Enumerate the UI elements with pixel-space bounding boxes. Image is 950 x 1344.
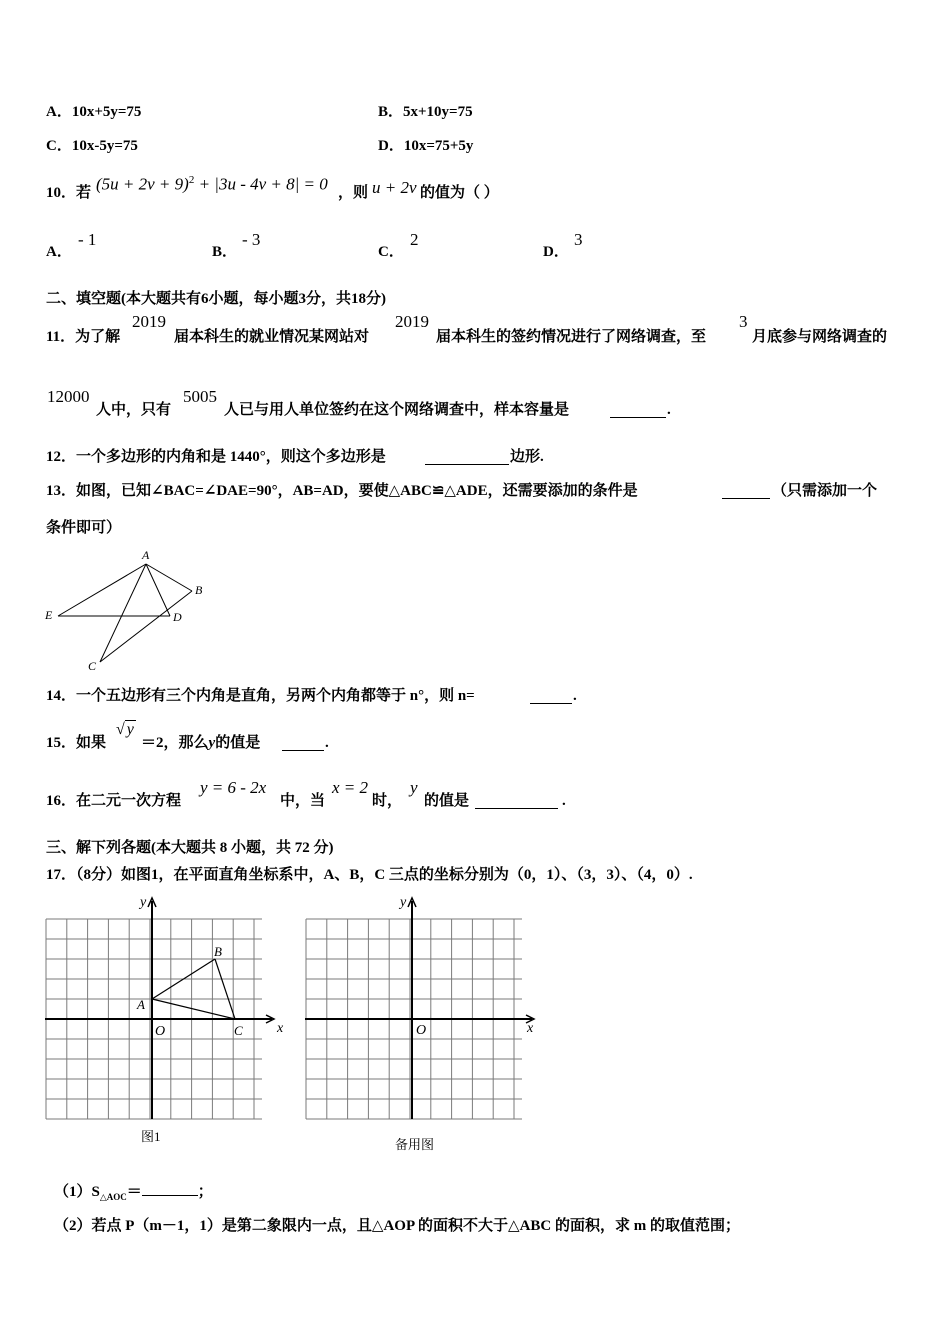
q13-label-e: E (45, 608, 53, 622)
q11-answer-blank[interactable] (610, 403, 666, 418)
q13-text-line2: 条件即可） (46, 520, 122, 536)
q11-number-total: 12000 (47, 387, 90, 406)
q10-target-expr: u + 2v (372, 178, 417, 197)
q11-end: . (667, 402, 671, 418)
q13-label-c: C (88, 659, 97, 673)
q16-mid: 中，当 (280, 793, 326, 809)
q14-end: . (573, 688, 577, 704)
q11-text-6: 人已与用人单位签约在这个网络调查中，样本容量是 (224, 402, 570, 418)
q10-mid-text: ，则 (338, 185, 369, 201)
q10-option-d-value: 3 (574, 230, 583, 249)
fig2-caption: 备用图 (395, 1137, 435, 1152)
q17-part-1-blank[interactable] (142, 1181, 198, 1196)
q10-number: 10．若 (46, 185, 92, 201)
q12-text: 12．一个多边形的内角和是 1440°，则这个多边形是 (46, 449, 386, 465)
fig1-y-label: y (140, 895, 147, 910)
q15-radicand: y (126, 721, 134, 738)
q13-label-d: D (173, 610, 182, 624)
q15-mid-text: ＝2，那么 (141, 735, 209, 751)
q9-option-b: B．5x+10y=75 (378, 104, 473, 120)
q10-expr-exponent: 2 (188, 174, 195, 186)
q15-variable: y (208, 735, 216, 751)
q16-answer-blank[interactable] (475, 794, 558, 809)
q16-condition: x = 2 (332, 778, 369, 797)
q13-tail: （只需添加一个 (772, 483, 878, 499)
q17-figure-1-grid (40, 893, 290, 1153)
fig1-point-a: A (137, 997, 145, 1012)
q17-text: 17．（8分）如图1，在平面直角坐标系中，A、B，C 三点的坐标分别为（0，1）、（3，3）、（4，0）. (46, 867, 693, 883)
q9-option-c: C．10x-5y=75 (46, 138, 138, 154)
fig2-y-label: y (400, 895, 407, 910)
q11-number-month: 3 (739, 312, 748, 331)
q16-variable: y (410, 778, 418, 797)
q10-option-b-label: B． (212, 244, 238, 260)
q15-sqrt: √ y (116, 721, 134, 738)
q10-expr-part1: (5u + 2v + 9) (96, 174, 189, 194)
q13-text: 13．如图，已知∠BAC=∠DAE=90°，AB=AD，要使△ABC≌△ADE，还需要添加的条件是 (46, 483, 638, 499)
q10-option-a-value: - 1 (78, 230, 97, 249)
q10-option-c-label: C． (378, 244, 404, 260)
q11-text-3: 届本科生的签约情况进行了网络调查，至 (436, 329, 707, 345)
q17-part-1-pre: （1）S (54, 1184, 100, 1200)
q13-label-b: B (195, 583, 203, 597)
q11-text-5: 人中，只有 (96, 402, 172, 418)
q13-triangle-figure (40, 545, 220, 675)
section-2-heading: 二、填空题(本大题共有6小题，每小题3分，共18分) (46, 291, 386, 307)
q12-answer-blank[interactable] (425, 450, 509, 465)
q13-answer-blank[interactable] (722, 484, 770, 499)
q10-expression (96, 174, 328, 195)
q17-figure-backup-grid (300, 893, 550, 1158)
q16-mid2: 时， (372, 793, 403, 809)
fig1-x-label: x (277, 1021, 284, 1036)
q10-option-d-label: D． (543, 244, 569, 260)
q14-answer-blank[interactable] (530, 689, 572, 704)
q16-post: 的值是 (424, 793, 470, 809)
q10-option-b-value: - 3 (242, 230, 261, 249)
q11-text-1: 11．为了解 (46, 329, 121, 345)
q15-pre: 15．如果 (46, 735, 107, 751)
q15-answer-blank[interactable] (282, 736, 324, 751)
q16-pre: 16．在二元一次方程 (46, 793, 182, 809)
q13-label-a: A (142, 548, 150, 562)
q17-part-1-eq: ＝ (126, 1184, 142, 1200)
q15-mid (141, 733, 260, 753)
q11-number-year-1: 2019 (132, 312, 166, 331)
q9-option-a: A．10x+5y=75 (46, 104, 142, 120)
q12-end: 边形. (510, 449, 544, 465)
section-3-heading: 三、解下列各题(本大题共 8 小题，共 72 分) (46, 840, 334, 856)
q11-number-year-2: 2019 (395, 312, 429, 331)
q14-text: 14．一个五边形有三个内角是直角，另两个内角都等于 n°，则 n= (46, 688, 475, 704)
q10-expr-part2: + |3u - 4v + 8| = 0 (198, 174, 328, 194)
q17-part-2: （2）若点 P（m－1，1）是第二象限内一点，且△AOP 的面积不大于△ABC 的面积，求 m 的取值范围； (54, 1218, 740, 1234)
q10-tail: 的值为（ ） (420, 185, 499, 201)
q10-option-a-label: A． (46, 244, 72, 260)
q17-part-1-sub: △AOC (99, 1192, 127, 1202)
fig1-point-b: B (214, 944, 222, 959)
q9-option-d: D．10x=75+5y (378, 138, 474, 154)
q15-end: . (325, 735, 329, 751)
fig1-origin-label: O (155, 1024, 166, 1039)
q17-part-1 (54, 1181, 213, 1207)
q10-option-c-value: 2 (410, 230, 419, 249)
q17-part-1-end: ； (197, 1184, 213, 1200)
q16-end: . (562, 793, 566, 809)
fig1-caption: 图1 (141, 1129, 161, 1144)
fig2-origin-label: O (416, 1023, 427, 1038)
q15-post-text: 的值是 (215, 735, 261, 751)
q16-equation: y = 6 - 2x (200, 778, 267, 797)
q11-number-signed: 5005 (183, 387, 217, 406)
q11-text-4: 月底参与网络调查的 (752, 329, 888, 345)
q11-text-2: 届本科生的就业情况某网站对 (174, 329, 370, 345)
fig2-x-label: x (527, 1021, 534, 1036)
fig1-point-c: C (234, 1023, 243, 1038)
